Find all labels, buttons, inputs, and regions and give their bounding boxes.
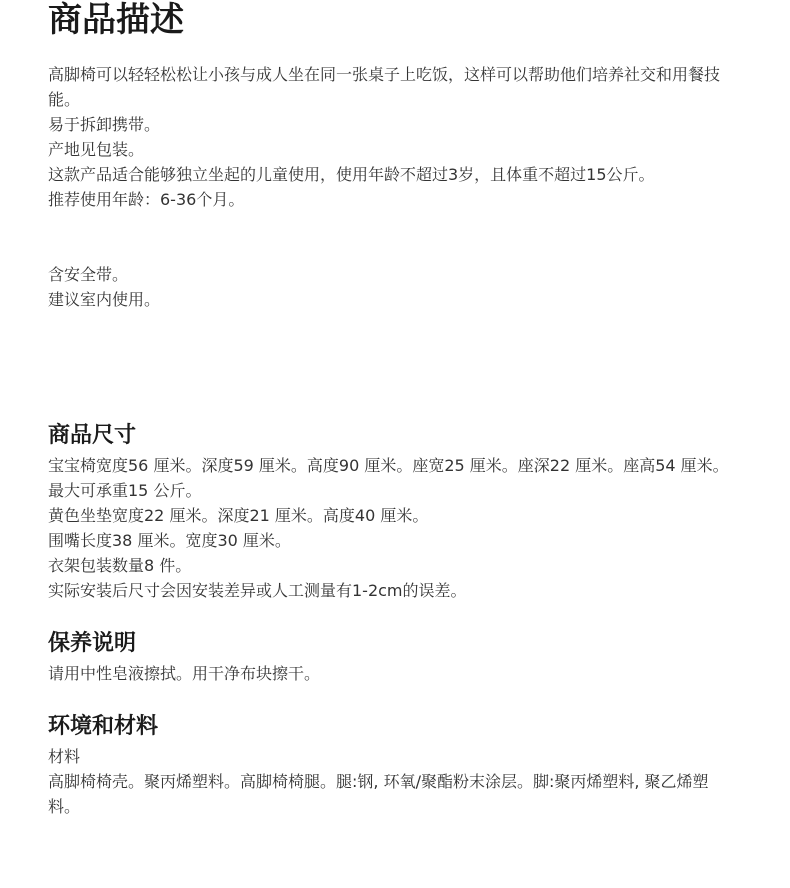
description-section: [48, 62, 738, 212]
dimensions-paragraph-1: 宝宝椅宽度56 厘米。深度59 厘米。高度90 厘米。座宽25 厘米。座深22 厘米。座高54 厘米。最大可承重15 公斤。: [48, 456, 729, 500]
dimensions-heading: 商品尺寸: [48, 423, 137, 448]
materials-section: [48, 744, 738, 819]
materials-label: 材料: [48, 747, 81, 766]
description-paragraph-1: 高脚椅可以轻轻松松让小孩与成人坐在同一张桌子上吃饭，这样可以帮助他们培养社交和用餐技能。: [48, 65, 721, 109]
care-section: [48, 661, 738, 686]
description-line-5: 推荐使用年龄：6-36个月。: [48, 190, 245, 209]
dimensions-line-5: 实际安装后尺寸会因安装差异或人工测量有1-2cm的误差。: [48, 581, 467, 600]
dimensions-line-2: 黄色坐垫宽度22 厘米。深度21 厘米。高度40 厘米。: [48, 506, 429, 525]
description-line-2: 易于拆卸携带。: [48, 115, 161, 134]
dimensions-section: [48, 453, 738, 603]
materials-heading: 环境和材料: [48, 714, 159, 739]
description-extra-section: [48, 262, 738, 312]
dimensions-line-3: 围嘴长度38 厘米。宽度30 厘米。: [48, 531, 291, 550]
description-line-6: 含安全带。: [48, 265, 129, 284]
dimensions-line-4: 衣架包装数量8 件。: [48, 556, 192, 575]
care-heading: 保养说明: [48, 631, 137, 656]
description-line-4: 这款产品适合能够独立坐起的儿童使用，使用年龄不超过3岁，且体重不超过15公斤。: [48, 165, 655, 184]
materials-paragraph-1: 高脚椅椅壳。聚丙烯塑料。高脚椅椅腿。腿:钢, 环氧/聚酯粉末涂层。脚:聚丙烯塑料, 聚乙烯塑料。: [48, 772, 709, 816]
description-line-7: 建议室内使用。: [48, 290, 161, 309]
description-heading: 商品描述: [48, 0, 184, 40]
care-line-1: 请用中性皂液擦拭。用干净布块擦干。: [48, 664, 321, 683]
description-line-3: 产地见包装。: [48, 140, 145, 159]
